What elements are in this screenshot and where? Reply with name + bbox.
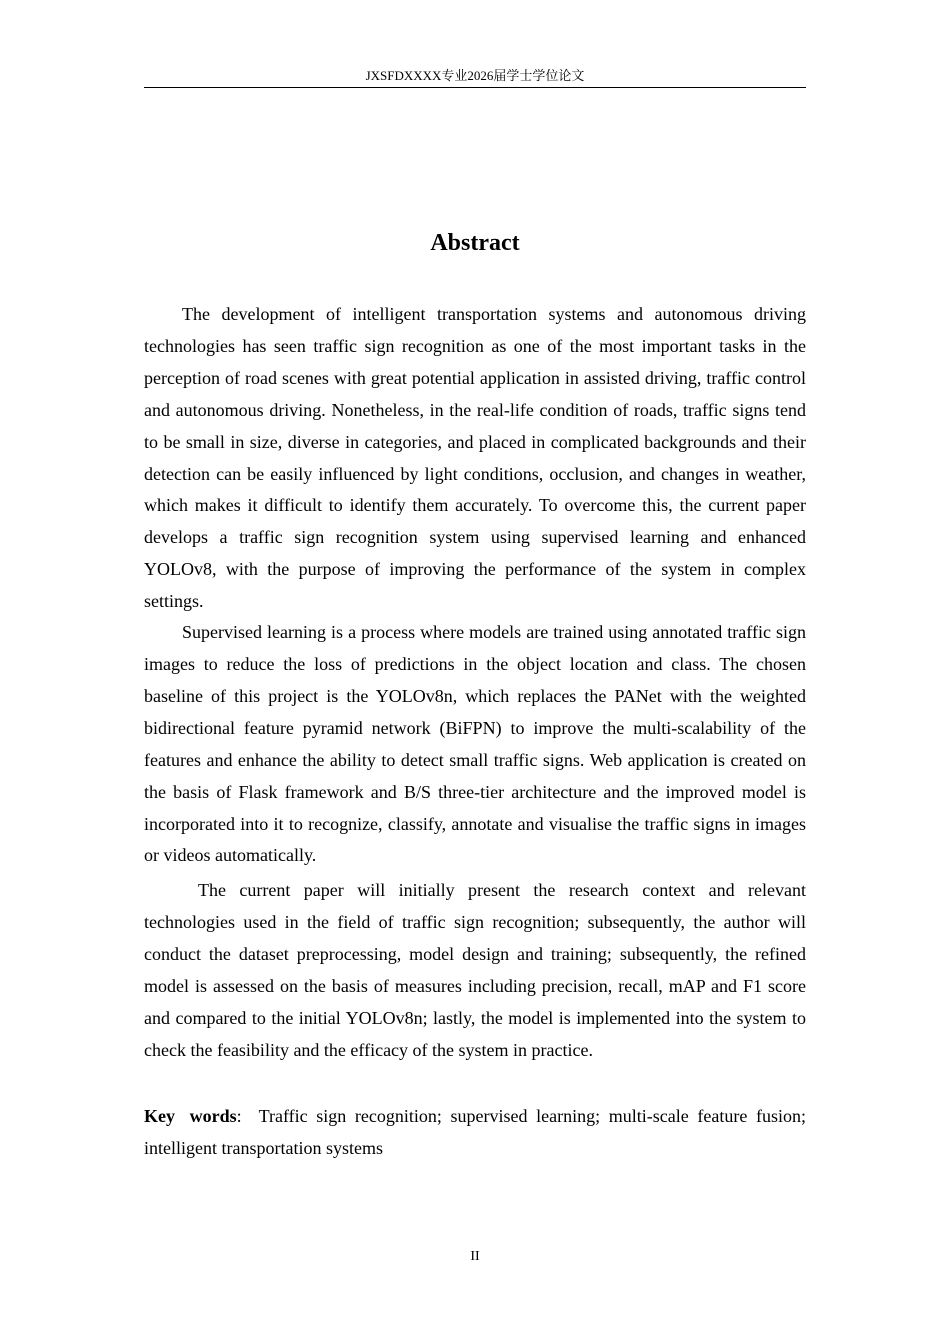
running-header: JXSFDXXXX专业2026届学士学位论文	[365, 68, 585, 83]
keywords-line	[144, 1101, 806, 1165]
header-rule	[144, 87, 806, 88]
abstract-body	[144, 299, 806, 1165]
keywords-label: Key words	[144, 1105, 237, 1126]
abstract-paragraph-3: The current paper will initially present the research context and relevant technologies used in the field of traffic sign recognition; subsequently, the author will conduct the dataset preprocessing, model design and training; subsequently, the refined model is assessed on the basis of measures including precision, recall, mAP and F1 score and compared to the initial YOLOv8n; lastly, the model is implemented into the system to check the feasibility and the efficacy of the system in practice.	[144, 880, 806, 1060]
keywords-text: Traffic sign recognition; supervised learning; multi-scale feature fusion; intelligent transportation systems	[144, 1105, 806, 1158]
abstract-paragraph-1: The development of intelligent transportation systems and autonomous driving technologies has seen traffic sign recognition as one of the most important tasks in the perception of road scenes with great potential application in assisted driving, traffic control and autonomous driving. Nonetheless, in the real-life condition of roads, traffic signs tend to be small in size, diverse in categories, and placed in complicated backgrounds and their detection can be easily influenced by light conditions, occlusion, and changes in weather, which makes it difficult to identify them accurately. To overcome this, the current paper develops a traffic sign recognition system using supervised learning and enhanced YOLOv8, with the purpose of improving the performance of the system in complex settings.	[144, 304, 806, 612]
abstract-paragraph-2: Supervised learning is a process where models are trained using annotated traffic sign images to reduce the loss of predictions in the object location and class. The chosen baseline of this project is the YOLOv8n, which replaces the PANet with the weighted bidirectional feature pyramid network (BiFPN) to improve the multi-scalability of the features and enhance the ability to detect small traffic signs. Web application is created on the basis of Flask framework and B/S three-tier architecture and the improved model is incorporated into it to recognize, classify, annotate and visualise the traffic signs in images or videos automatically.	[144, 622, 806, 866]
abstract-title: Abstract	[430, 230, 520, 256]
keywords-separator: :	[236, 1105, 242, 1126]
page-number: II	[470, 1249, 480, 1264]
